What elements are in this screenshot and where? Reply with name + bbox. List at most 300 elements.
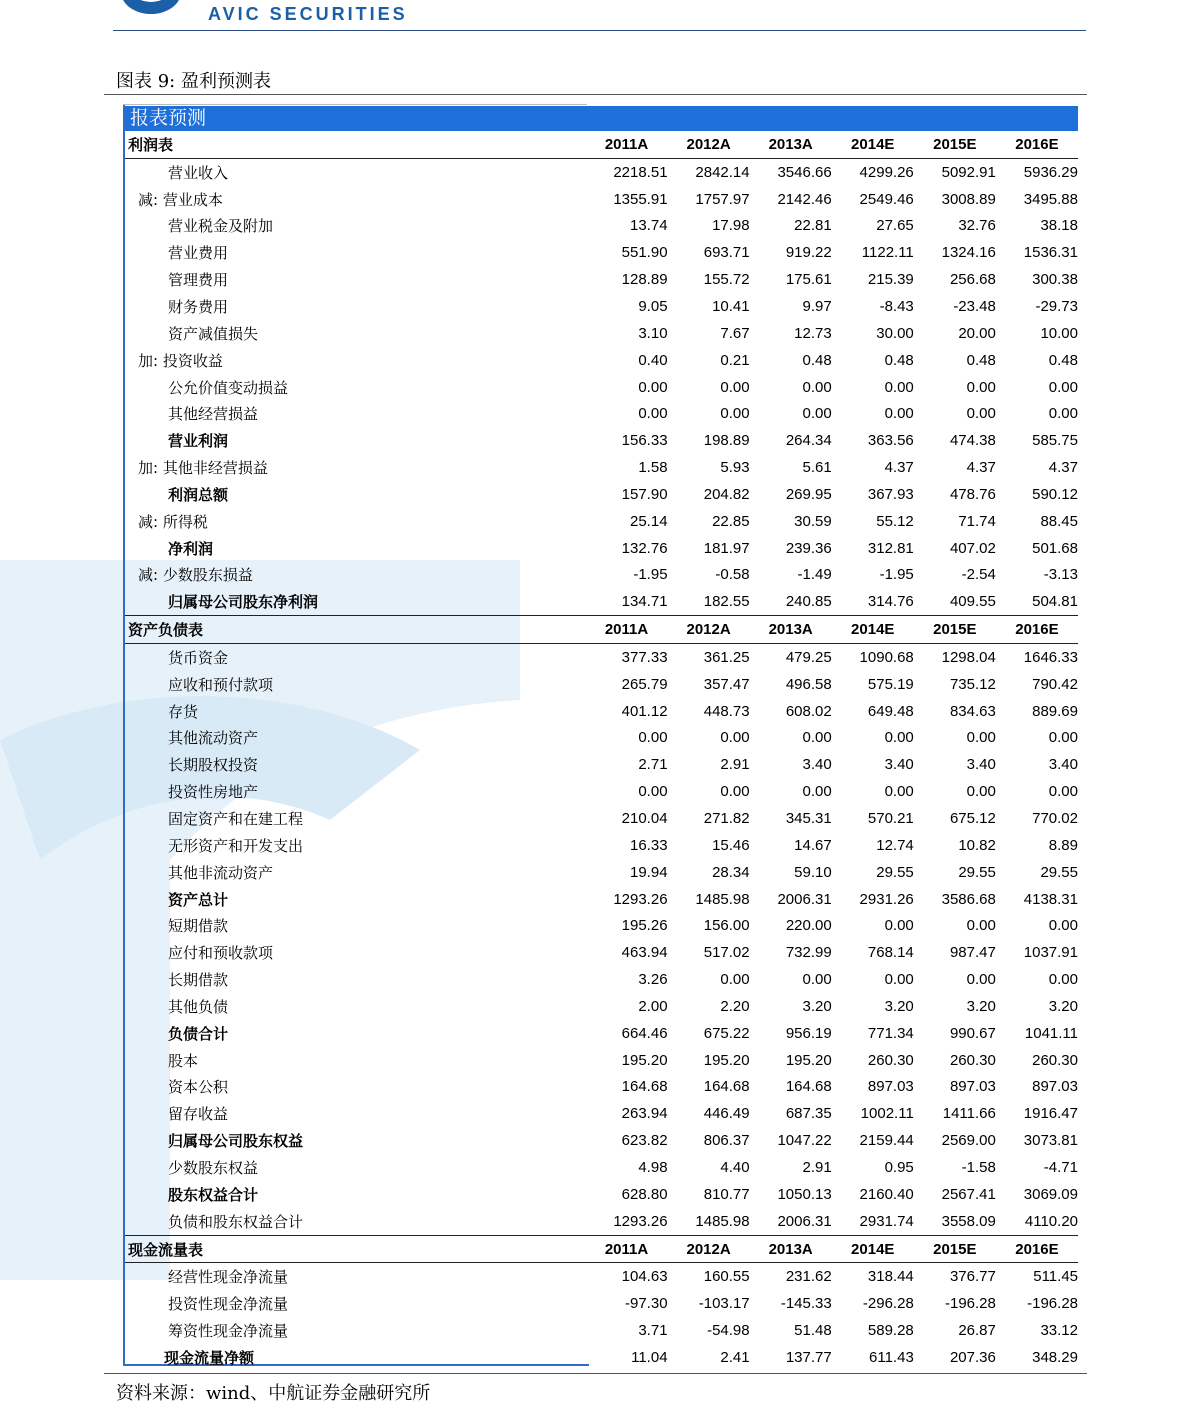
value-cell: 1047.22	[777, 1132, 832, 1150]
value-cell: 2842.14	[695, 163, 750, 181]
value-cell: 3.40	[966, 756, 996, 774]
value-cell: -4.71	[1043, 1158, 1078, 1176]
table-row	[125, 1127, 1078, 1154]
value-cell: 589.28	[867, 1322, 914, 1340]
value-cell: 0.00	[1048, 378, 1078, 396]
value-cell: 3.26	[638, 971, 668, 989]
value-cell: 27.65	[876, 217, 914, 235]
value-cell: 263.94	[621, 1105, 668, 1123]
year-header: 2016E	[996, 616, 1078, 644]
row-label: 归属母公司股东净利润	[168, 593, 319, 612]
value-cell: 0.00	[884, 405, 914, 423]
value-cell: 345.31	[785, 810, 832, 828]
value-cell: 11.04	[631, 1348, 668, 1366]
value-cell: 2.71	[638, 756, 668, 774]
value-cell: 231.62	[785, 1268, 832, 1286]
row-label: 应收和预付款项	[168, 675, 274, 694]
year-header: 2013A	[750, 1235, 832, 1263]
table-row	[125, 1181, 1078, 1208]
value-cell: 3.40	[802, 756, 832, 774]
row-label: 加: 其他非经营损益	[138, 459, 268, 478]
value-cell: 4110.20	[1024, 1212, 1078, 1230]
value-cell: 29.55	[958, 863, 996, 881]
value-cell: 22.85	[712, 512, 750, 530]
value-cell: 38.18	[1040, 217, 1078, 235]
year-header: 2013A	[750, 616, 832, 644]
value-cell: 28.34	[712, 863, 750, 881]
value-cell: 367.93	[867, 485, 914, 503]
value-cell: 3.20	[884, 997, 914, 1015]
section-title: 资产负债表	[125, 616, 585, 644]
row-label: 股本	[168, 1051, 199, 1070]
value-cell: 585.75	[1032, 432, 1078, 450]
value-cell: 1293.26	[613, 890, 668, 908]
year-header: 2015E	[914, 1235, 996, 1263]
value-cell: 361.25	[703, 648, 750, 666]
value-cell: 2006.31	[777, 890, 832, 908]
table-row	[125, 1317, 1078, 1344]
table-row	[125, 535, 1078, 562]
row-label: 负债和股东权益合计	[168, 1212, 304, 1231]
row-label: 投资性现金净流量	[168, 1295, 289, 1314]
row-label: 其他负债	[168, 997, 229, 1016]
year-header: 2016E	[996, 131, 1078, 158]
value-cell: 30.59	[794, 512, 832, 530]
year-header: 2014E	[832, 616, 914, 644]
table-row	[125, 1020, 1078, 1047]
value-cell: -0.58	[715, 566, 750, 584]
value-cell: 3008.89	[941, 190, 996, 208]
value-cell: 0.00	[1048, 783, 1078, 801]
forecast-table	[125, 131, 1078, 1371]
value-cell: 220.00	[785, 917, 832, 935]
row-label: 其他流动资产	[168, 729, 259, 748]
table-row	[125, 778, 1078, 805]
value-cell: 517.02	[703, 944, 750, 962]
value-cell: 71.74	[958, 512, 996, 530]
table-row	[125, 939, 1078, 966]
value-cell: 570.21	[867, 810, 914, 828]
table-row	[125, 186, 1078, 213]
table-row	[125, 239, 1078, 266]
value-cell: 1355.91	[613, 190, 668, 208]
value-cell: 0.00	[884, 783, 914, 801]
value-cell: 479.25	[785, 648, 832, 666]
value-cell: 3.10	[638, 324, 668, 342]
row-label: 减: 少数股东损益	[138, 566, 253, 585]
value-cell: 2931.26	[859, 890, 914, 908]
year-header: 2011A	[585, 1235, 667, 1263]
section-header-row	[125, 131, 1078, 158]
figure-title: 图表 9: 盈利预测表	[116, 71, 271, 92]
value-cell: 164.68	[785, 1078, 832, 1096]
value-cell: 2.91	[720, 756, 750, 774]
section-header-row	[125, 616, 1078, 644]
value-cell: 3.40	[1048, 756, 1078, 774]
row-label: 资产总计	[168, 890, 229, 909]
value-cell: 0.00	[884, 729, 914, 747]
year-header: 2014E	[832, 131, 914, 158]
value-cell: 0.00	[966, 378, 996, 396]
value-cell: 207.36	[949, 1348, 996, 1366]
value-cell: 0.00	[720, 378, 750, 396]
table-row	[125, 1290, 1078, 1317]
value-cell: 693.71	[703, 244, 750, 262]
value-cell: 195.20	[785, 1051, 832, 1069]
value-cell: 0.00	[1048, 729, 1078, 747]
value-cell: 608.02	[785, 702, 832, 720]
value-cell: -145.33	[780, 1295, 832, 1313]
value-cell: 2160.40	[859, 1185, 914, 1203]
value-cell: 1411.66	[942, 1105, 996, 1123]
table-row	[125, 508, 1078, 535]
value-cell: 0.95	[884, 1158, 914, 1176]
value-cell: 5.93	[720, 459, 750, 477]
value-cell: 1002.11	[860, 1105, 914, 1123]
avic-logo-icon	[116, 0, 186, 18]
value-cell: 25.14	[630, 512, 668, 530]
table-row	[125, 562, 1078, 589]
value-cell: 3.40	[884, 756, 914, 774]
value-cell: 478.76	[949, 485, 996, 503]
value-cell: 0.00	[966, 729, 996, 747]
row-label: 净利润	[168, 539, 214, 558]
value-cell: 474.38	[949, 432, 996, 450]
value-cell: 155.72	[703, 271, 750, 289]
year-header: 2016E	[996, 1235, 1078, 1263]
value-cell: 496.58	[785, 675, 832, 693]
table-row	[125, 347, 1078, 374]
value-cell: 834.63	[949, 702, 996, 720]
value-cell: 0.48	[966, 351, 996, 369]
value-cell: 0.00	[1048, 405, 1078, 423]
value-cell: 990.67	[949, 1024, 996, 1042]
value-cell: 240.85	[785, 593, 832, 611]
value-cell: 181.97	[703, 539, 750, 557]
row-label: 营业税金及附加	[168, 217, 274, 236]
table-row	[125, 912, 1078, 939]
source-rule	[104, 1373, 1087, 1374]
table-row	[125, 320, 1078, 347]
value-cell: -196.28	[944, 1295, 996, 1313]
value-cell: 0.00	[720, 971, 750, 989]
value-cell: 2218.51	[613, 163, 668, 181]
value-cell: 318.44	[867, 1268, 914, 1286]
value-cell: 260.30	[867, 1051, 914, 1069]
row-label: 营业收入	[168, 163, 229, 182]
value-cell: 132.76	[621, 539, 668, 557]
table-row	[125, 805, 1078, 832]
value-cell: 0.00	[966, 917, 996, 935]
value-cell: 2.41	[720, 1348, 750, 1366]
table-row	[125, 886, 1078, 913]
table-row	[125, 1100, 1078, 1127]
value-cell: -1.49	[797, 566, 832, 584]
value-cell: 649.48	[867, 702, 914, 720]
row-label: 股东权益合计	[168, 1185, 259, 1204]
value-cell: 8.89	[1048, 836, 1078, 854]
value-cell: -8.43	[879, 297, 914, 315]
value-cell: 137.77	[785, 1348, 832, 1366]
value-cell: 0.00	[638, 783, 668, 801]
value-cell: 2159.44	[859, 1132, 914, 1150]
value-cell: 0.00	[720, 405, 750, 423]
row-label: 加: 投资收益	[138, 351, 223, 370]
value-cell: 363.56	[867, 432, 914, 450]
table-row	[125, 213, 1078, 240]
value-cell: 195.20	[621, 1051, 668, 1069]
table-row	[125, 481, 1078, 508]
row-label: 现金流量净额	[164, 1348, 255, 1367]
table-row	[125, 1154, 1078, 1181]
value-cell: 376.77	[949, 1268, 996, 1286]
value-cell: 0.00	[802, 783, 832, 801]
row-label: 应付和预收款项	[168, 944, 274, 963]
value-cell: 10.82	[958, 836, 996, 854]
value-cell: 687.35	[785, 1105, 832, 1123]
table-row	[125, 993, 1078, 1020]
table-row	[125, 671, 1078, 698]
value-cell: 157.90	[621, 485, 668, 503]
value-cell: -1.58	[961, 1158, 996, 1176]
value-cell: 312.81	[867, 539, 914, 557]
value-cell: 0.21	[720, 351, 750, 369]
value-cell: -3.13	[1043, 566, 1078, 584]
row-label: 其他非流动资产	[168, 863, 274, 882]
table-row	[125, 1074, 1078, 1101]
value-cell: 195.20	[703, 1051, 750, 1069]
value-cell: 175.61	[785, 271, 832, 289]
value-cell: 4.40	[720, 1158, 750, 1176]
value-cell: 7.67	[720, 324, 750, 342]
value-cell: 5.61	[802, 459, 832, 477]
value-cell: 26.87	[958, 1322, 996, 1340]
value-cell: 401.12	[621, 702, 668, 720]
table-row	[125, 966, 1078, 993]
value-cell: 0.00	[1048, 971, 1078, 989]
value-cell: 59.10	[794, 863, 832, 881]
row-label: 筹资性现金净流量	[168, 1322, 289, 1341]
value-cell: 1122.11	[861, 244, 914, 262]
value-cell: 156.00	[703, 917, 750, 935]
year-header: 2015E	[914, 131, 996, 158]
value-cell: 22.81	[794, 217, 832, 235]
value-cell: 897.03	[949, 1078, 996, 1096]
value-cell: -1.95	[879, 566, 914, 584]
value-cell: 4.37	[966, 459, 996, 477]
value-cell: -2.54	[961, 566, 996, 584]
value-cell: 12.74	[876, 836, 914, 854]
value-cell: 623.82	[621, 1132, 668, 1150]
section-title: 利润表	[125, 131, 585, 158]
value-cell: 348.29	[1032, 1348, 1078, 1366]
value-cell: 3586.68	[941, 890, 996, 908]
value-cell: 956.19	[785, 1024, 832, 1042]
value-cell: 357.47	[703, 675, 750, 693]
value-cell: 664.46	[621, 1024, 668, 1042]
table-row	[125, 293, 1078, 320]
value-cell: 377.33	[621, 648, 668, 666]
value-cell: 0.00	[638, 378, 668, 396]
value-cell: 32.76	[958, 217, 996, 235]
value-cell: 1646.33	[1023, 648, 1078, 666]
value-cell: 0.00	[802, 405, 832, 423]
value-cell: 4.98	[638, 1158, 668, 1176]
value-cell: 5092.91	[941, 163, 996, 181]
value-cell: 204.82	[703, 485, 750, 503]
value-cell: -103.17	[698, 1295, 750, 1313]
value-cell: 2.20	[720, 997, 750, 1015]
value-cell: 3.20	[1048, 997, 1078, 1015]
source-note: 资料来源：wind、中航证券金融研究所	[116, 1383, 431, 1404]
row-label: 管理费用	[168, 271, 229, 290]
row-label: 负债合计	[168, 1024, 229, 1043]
row-label: 货币资金	[168, 648, 229, 667]
table-row	[125, 725, 1078, 752]
value-cell: 0.00	[802, 378, 832, 396]
value-cell: -54.98	[707, 1322, 750, 1340]
row-label: 公允价值变动损益	[168, 378, 289, 397]
value-cell: 256.68	[949, 271, 996, 289]
value-cell: 1324.16	[941, 244, 996, 262]
value-cell: 104.63	[621, 1268, 668, 1286]
value-cell: 1485.98	[695, 1212, 750, 1230]
value-cell: 1916.47	[1023, 1105, 1078, 1123]
value-cell: 3069.09	[1023, 1185, 1078, 1203]
value-cell: 17.98	[712, 217, 750, 235]
value-cell: 1536.31	[1023, 244, 1078, 262]
year-header: 2015E	[914, 616, 996, 644]
value-cell: 29.55	[876, 863, 914, 881]
value-cell: 0.00	[638, 405, 668, 423]
value-cell: 0.00	[966, 405, 996, 423]
table-row	[125, 400, 1078, 427]
value-cell: 33.12	[1040, 1322, 1078, 1340]
value-cell: 51.48	[794, 1322, 832, 1340]
value-cell: 19.94	[630, 863, 668, 881]
row-label: 营业利润	[168, 432, 229, 451]
value-cell: 300.38	[1032, 271, 1078, 289]
value-cell: 3495.88	[1023, 190, 1078, 208]
row-label: 减: 营业成本	[138, 190, 223, 209]
value-cell: 2142.46	[777, 190, 832, 208]
table-row	[125, 158, 1078, 185]
value-cell: 9.05	[638, 297, 668, 315]
value-cell: 3.71	[638, 1322, 668, 1340]
table-row	[125, 427, 1078, 454]
value-cell: 30.00	[876, 324, 914, 342]
value-cell: 575.19	[867, 675, 914, 693]
row-label: 少数股东权益	[168, 1158, 259, 1177]
table-row	[125, 1208, 1078, 1235]
table-banner: 报表预测	[125, 106, 1078, 131]
section-header-row	[125, 1235, 1078, 1263]
value-cell: 2.00	[638, 997, 668, 1015]
value-cell: 0.00	[966, 783, 996, 801]
row-label: 财务费用	[168, 297, 229, 316]
year-header: 2014E	[832, 1235, 914, 1263]
value-cell: 29.55	[1040, 863, 1078, 881]
value-cell: 160.55	[703, 1268, 750, 1286]
value-cell: 0.00	[720, 783, 750, 801]
year-header: 2012A	[668, 1235, 750, 1263]
value-cell: 271.82	[703, 810, 750, 828]
row-label: 归属母公司股东权益	[168, 1132, 304, 1151]
value-cell: 897.03	[867, 1078, 914, 1096]
value-cell: 5936.29	[1023, 163, 1078, 181]
value-cell: 134.71	[621, 593, 668, 611]
value-cell: 1090.68	[859, 648, 914, 666]
section-title: 现金流量表	[125, 1235, 585, 1263]
value-cell: 675.12	[949, 810, 996, 828]
value-cell: 0.48	[802, 351, 832, 369]
value-cell: 2931.74	[859, 1212, 914, 1230]
value-cell: 164.68	[621, 1078, 668, 1096]
value-cell: 810.77	[703, 1185, 750, 1203]
value-cell: 55.12	[876, 512, 914, 530]
value-cell: 675.22	[703, 1024, 750, 1042]
value-cell: 1050.13	[777, 1185, 832, 1203]
value-cell: 239.36	[785, 539, 832, 557]
value-cell: 2567.41	[941, 1185, 996, 1203]
value-cell: -97.30	[625, 1295, 668, 1313]
value-cell: -1.95	[633, 566, 668, 584]
value-cell: 0.00	[884, 971, 914, 989]
row-label: 长期借款	[168, 971, 229, 990]
value-cell: 1041.11	[1024, 1024, 1078, 1042]
value-cell: 771.34	[867, 1024, 914, 1042]
value-cell: 4.37	[884, 459, 914, 477]
value-cell: 210.04	[621, 810, 668, 828]
table-row	[125, 1344, 1078, 1371]
table-row	[125, 698, 1078, 725]
value-cell: 463.94	[621, 944, 668, 962]
row-label: 经营性现金净流量	[168, 1268, 289, 1287]
value-cell: 0.00	[720, 729, 750, 747]
value-cell: 732.99	[785, 944, 832, 962]
value-cell: 215.39	[867, 271, 914, 289]
table-row	[125, 266, 1078, 293]
value-cell: 195.26	[621, 917, 668, 935]
row-label: 短期借款	[168, 917, 229, 936]
value-cell: -196.28	[1027, 1295, 1078, 1313]
row-label: 资产减值损失	[168, 324, 259, 343]
table-row	[125, 644, 1078, 671]
value-cell: 2549.46	[859, 190, 914, 208]
value-cell: 260.30	[949, 1051, 996, 1069]
value-cell: 790.42	[1032, 675, 1078, 693]
value-cell: 2.91	[802, 1158, 832, 1176]
value-cell: 13.74	[630, 217, 668, 235]
value-cell: 1293.26	[613, 1212, 668, 1230]
value-cell: 20.00	[958, 324, 996, 342]
row-label: 留存收益	[168, 1105, 229, 1124]
row-label: 减: 所得税	[138, 512, 208, 531]
table-row	[125, 751, 1078, 778]
table-row	[125, 454, 1078, 481]
table-frame-top	[123, 104, 587, 105]
value-cell: 264.34	[785, 432, 832, 450]
value-cell: 0.00	[802, 971, 832, 989]
value-cell: 16.33	[630, 836, 668, 854]
value-cell: 269.95	[785, 485, 832, 503]
year-header: 2011A	[585, 616, 667, 644]
row-label: 固定资产和在建工程	[168, 810, 304, 829]
value-cell: 0.48	[1048, 351, 1078, 369]
value-cell: 265.79	[621, 675, 668, 693]
value-cell: 0.00	[884, 378, 914, 396]
value-cell: 0.48	[884, 351, 914, 369]
